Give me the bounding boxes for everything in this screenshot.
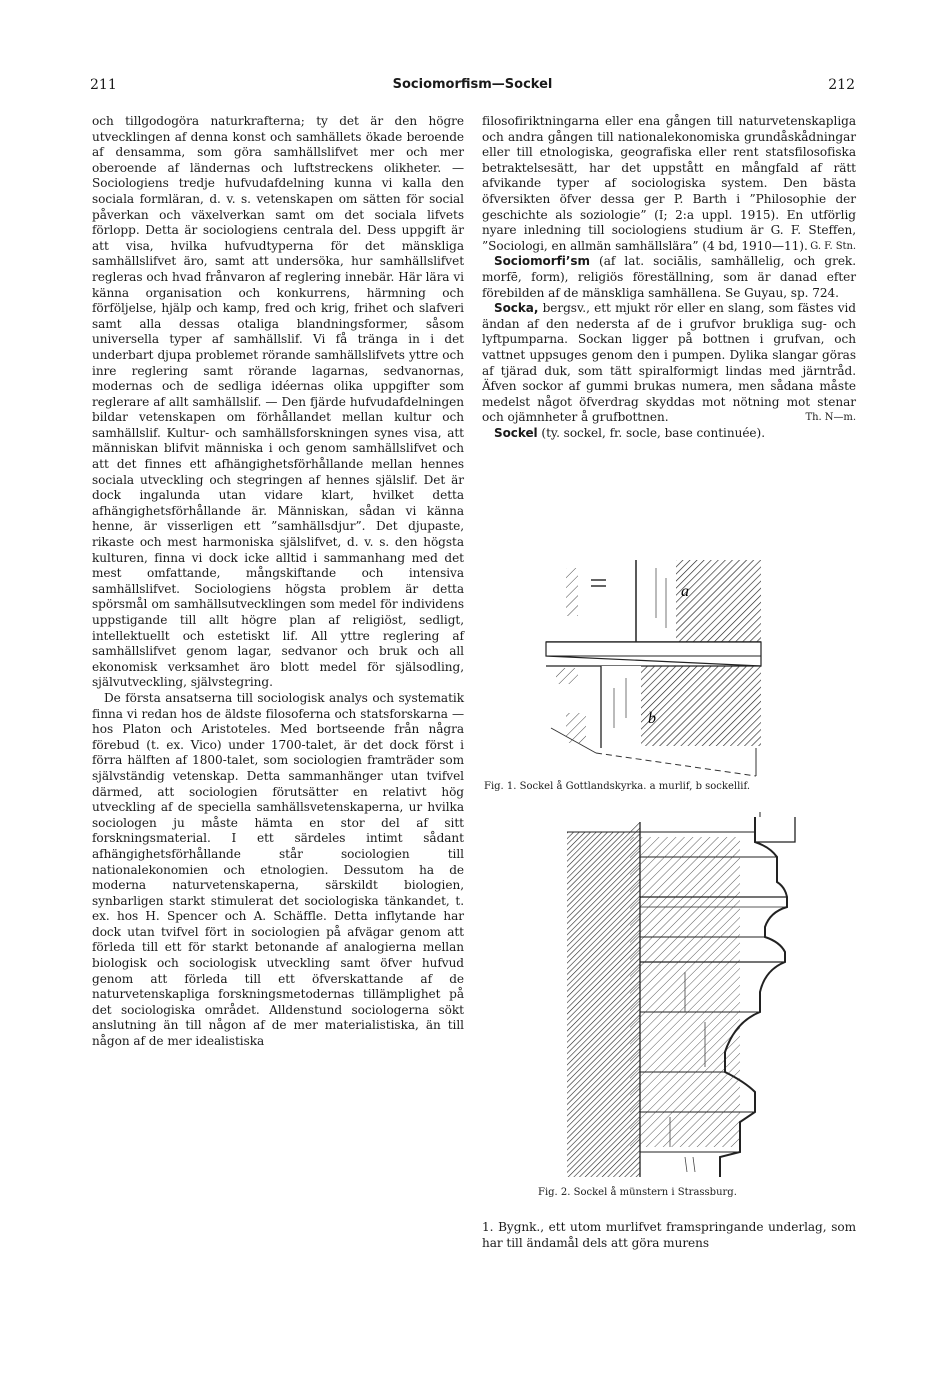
paragraph-text: filosofiriktningarna eller ena gången till naturvetenskapliga och andra gången till nationalekonomiska grundåskådningar eller till etnologiska, geografiska eller rent statsfilosofiska betraktelsesätt, har det uppstått en mångfald af rätt afvikande typer af sociologiska system. Den bästa öfversikten öfver dessa ger P. Barth i ”Philosophie der geschichte als soziologie” (I; 2:a uppl. 1915). En utförlig nyare inledning till sociologiens studium är G. F. Steffen, ”Sociologi, en allmän samhällslära” (4 bd, 1910—11). — [482, 114, 856, 253]
sockel-definition — [482, 1220, 856, 1251]
page-header — [90, 77, 855, 97]
entry-socka — [482, 301, 856, 426]
paragraph — [482, 114, 856, 254]
left-column — [92, 114, 464, 1050]
entry-headword: Sockel — [494, 425, 538, 440]
figure-2-illustration — [565, 812, 825, 1177]
entry-sociomorfism — [482, 254, 856, 301]
figure-1-label-b: b — [648, 710, 656, 727]
figure-2 — [565, 812, 825, 1177]
entry-text: (af lat. sociālis, samhällelig, och grek. morfē, form), religiös föreställning, som är danad efter förebilden af de mänskliga samhällena. Se Guyau, sp. 724. — [482, 254, 856, 300]
figure-1 — [536, 558, 856, 778]
page-title: Sociomorfism—Sockel — [392, 77, 553, 92]
right-column — [482, 114, 856, 441]
paragraph: 1. Bygnk., ett utom murlifvet framspringande underlag, som har till ändamål dels att göra murens — [482, 1220, 856, 1250]
paragraph: och tillgodogöra naturkrafterna; ty det är den högre utvecklingen af denna konst och samhällets ökade beroende af densamma, som göra samhällslifvet mer och mer oberoende af ländernas och luftstreckens olikheter. — Sociologiens tredje hufvudafdelning kunna vi kalla den sociala formläran, d. v. s. vetenskapen om sätten för social påverkan och växelverkan samt om det sociala lifvets förlopp. Detta är sociologiens centrala del. Dess uppgift är att visa, hvilka hufvudtyperna för det mänskliga samhällslifvet äro, samt att undersöka, hur samhällslifvet regleras och hvad frånvaron af reglering innebär. Här lära vi känna organisation och konkurrens, härmning och förföljelse, hjälp och kamp, fred och krig, frihet och slafveri samt alla dessas otaliga blandningsformer, såsom universella typer af samhällslif. Vi få tränga in i det underbart djupa problemet rörande samhällslifvets yttre och inre reglering samt rörande lagarnas, sedvanornas, modernas och de sedliga idéernas olika uppgifter som reglerare af allt samhällslif. — Den fjärde hufvudafdelningen bildar vetenskapen om förhållandet mellan kultur och samhällslif. Kultur- och samhällsforskningen synes visa, att människan blifvit människa i och genom samhällslifvet och att det finnes ett afhängighetsförhållande mellan hennes sociala utveckling och stegringen af hennes själslif. Det är dock ingalunda utan vidare klart, hvilket detta afhängighetsförhållande är. Människan, sådan vi känna henne, är visserligen ett ”samhällsdjur”. Det djupaste, rikaste och mest harmoniska själslifvet, d. v. s. den högsta kulturen, finna vi dock icke alltid i sammanhang med det mest omfattande, mångskiftande och intensiva samhällslifvet. Sociologiens högsta problem är detta spörsmål om samhällsutvecklingen som medel för individens uppstigande till allt högre plan af religiöst, sedligt, intellektuellt och estetiskt lif. All yttre reglering af samhällslifvet genom lagar, sedvanor och bruk och all ekonomisk verksamhet äro blott medel för själsodling, självutveckling, självstegring. — [92, 114, 464, 690]
author-signature: Th. N—m. — [805, 412, 856, 424]
figure-1-illustration — [536, 558, 856, 778]
page-number-right: 212 — [828, 77, 855, 93]
entry-text: (ty. sockel, fr. socle, base continuée). — [537, 425, 765, 440]
entry-headword: Socka, — [494, 301, 539, 316]
figure-1-label-a: a — [681, 583, 689, 600]
paragraph: De första ansatserna till sociologisk analys och systematik finna vi redan hos de äldste filosoferna och statsforskarna — hos Platon och Aristoteles. Med bortseende från några förebud (t. ex. Vico) under 1700-talet, är det dock först i förra hälften af 1800-talet, som sociologien framträder som självständig vetenskap. Detta sammanhänger utan tvifvel därmed, att sociologien förutsätter en relativt hög utveckling af de speciella samhällsvetenskaperna, ur hvilka sociologen ju måste hämta en stor del af sitt forskningsmaterial. I ett särdeles intimt sådant afhängighetsförhållande står sociologien till nationalekonomien och etnologien. Dessutom ha de moderna naturvetenskaperna, särskildt biologien, synbarligen starkt stimulerat det sociologiska tänkandet, t. ex. hos H. Spencer och A. Schäffle. Detta inflytande har dock utan tvifvel fört in sociologien på afvägar genom att förleda till ett för starkt betonande af analogierna mellan biologisk och sociologisk utveckling samt öfver hufvud genom att förleda till ett öfverskattande af de naturvetenskapliga forskningsmetodernas tillämplighet på det sociologiska området. Alldenstund sociologerna sökt anslutning än till någon af de mer materialistiska, än till någon af de mer idealistiska — [92, 690, 464, 1049]
figure-2-caption: Fig. 2. Sockel å münstern i Strassburg. — [538, 1187, 737, 1198]
figure-1-caption: Fig. 1. Sockel å Gottlandskyrka. a murlif, b sockellif. — [484, 781, 751, 792]
entry-headword: Sociomorfi’sm — [494, 254, 590, 269]
entry-text: bergsv., ett mjukt rör eller en slang, som fästes vid ändan af den nedersta af de i grufvor brukliga sug- och lyftpumparna. Sockan ligger på bottnen i grufvan, och vattnet uppsuges genom den i pumpen. Dylika slangar göras af tjärad duk, som tätt spiralformigt lindas med järntråd. Äfven sockor af gummi brukas numera, men sådana måste medelst något öfverdrag skyddas mot nötning mot stenar och ojämnheter å grufbottnen. — [482, 301, 856, 425]
entry-sockel — [482, 426, 856, 442]
author-signature: G. F. Stn. — [810, 240, 856, 252]
page-number-left: 211 — [90, 77, 117, 93]
